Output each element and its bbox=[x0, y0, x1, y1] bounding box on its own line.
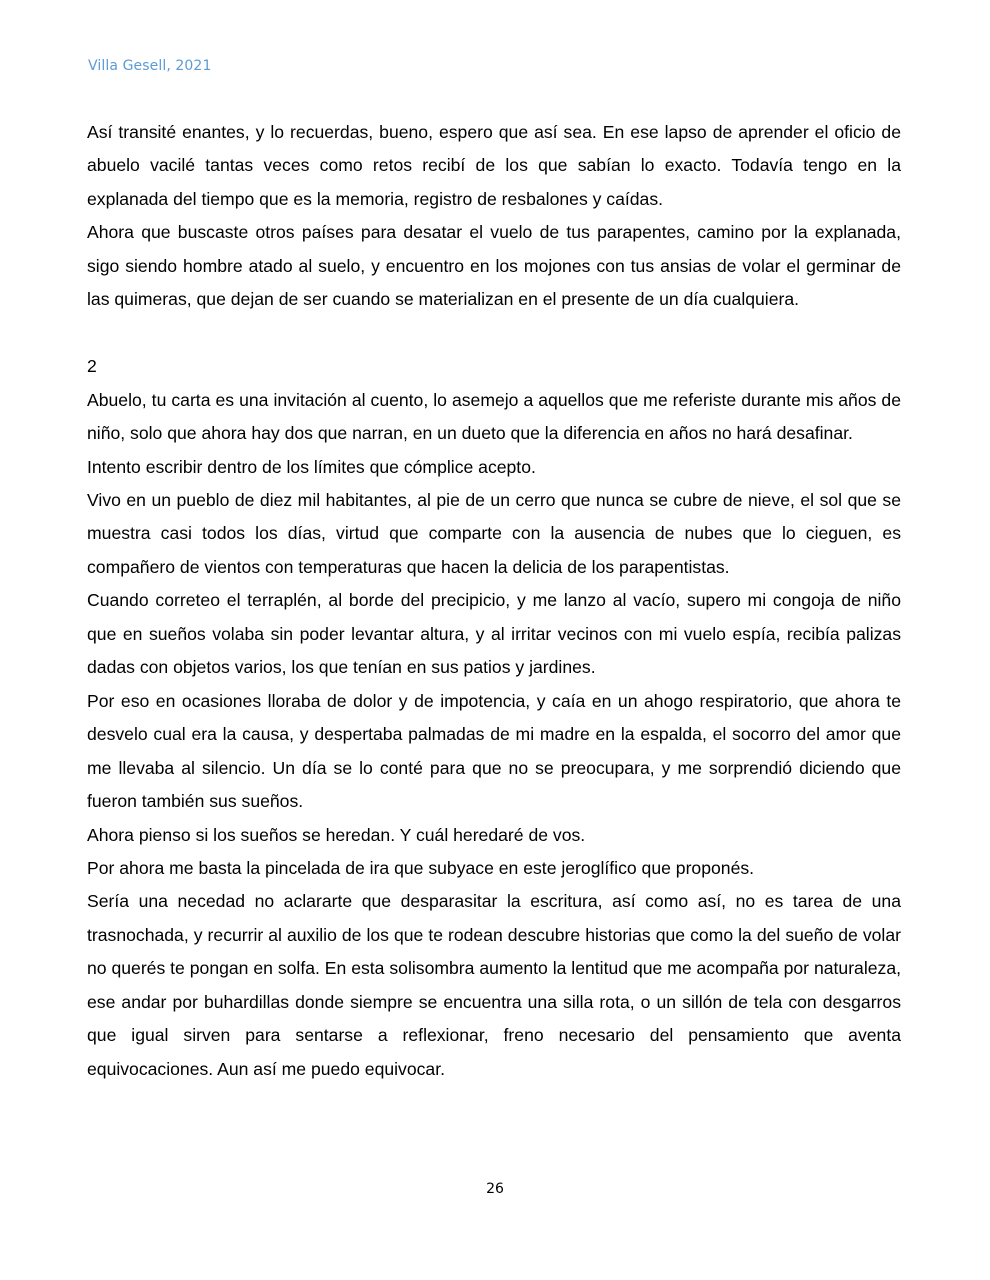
section-number: 2 bbox=[87, 356, 97, 377]
paragraph: Intento escribir dentro de los límites que cómplice acepto. bbox=[87, 456, 536, 477]
paragraph: Por ahora me basta la pincelada de ira que subyace en este jeroglífico que proponés. bbox=[87, 857, 755, 878]
paragraph-spacer bbox=[87, 317, 901, 350]
running-header: Villa Gesell, 2021 bbox=[88, 58, 212, 74]
paragraph: Cuando correteo el terraplén, al borde del precipicio, y me lanzo al vacío, supero mi congoja de niño que en sueños volaba sin poder levantar altura, y al irritar vecinos con mi vuelo espía, recibía palizas dadas con objetos varios, los que tenían en sus patios y jardines. bbox=[87, 590, 901, 678]
body-text bbox=[87, 116, 901, 1086]
page-number: 26 bbox=[486, 1181, 504, 1197]
paragraph: Vivo en un pueblo de diez mil habitantes, al pie de un cerro que nunca se cubre de nieve, el sol que se muestra casi todos los días, virtud que comparte con la ausencia de nubes que lo cieguen, es compañero de vientos con temperaturas que hacen la delicia de los parapentistas. bbox=[87, 489, 901, 577]
paragraph: Sería una necedad no aclararte que desparasitar la escritura, así como así, no es tarea de una trasnochada, y recurrir al auxilio de los que te rodean descubre historias que como la del sueño de volar no querés te pongan en solfa. En esta solisombra aumento la lentitud que me acompaña por naturaleza, ese andar por buhardillas donde siempre se encuentra una silla rota, o un sillón de tela con desgarros que igual sirven para sentarse a reflexionar, freno necesario del pensamiento que aventa equivocaciones. Aun así me puedo equivocar. bbox=[87, 891, 901, 1079]
paragraph: Ahora pienso si los sueños se heredan. Y cuál heredaré de vos. bbox=[87, 824, 586, 845]
paragraph: Por eso en ocasiones lloraba de dolor y de impotencia, y caía en un ahogo respiratorio, que ahora te desvelo cual era la causa, y despertaba palmadas de mi madre en la espalda, el socorro del amor que me llevaba al silencio. Un día se lo conté para que no se preocupara, y me sorprendió diciendo que fueron también sus sueños. bbox=[87, 690, 901, 812]
paragraph: Así transité enantes, y lo recuerdas, bueno, espero que así sea. En ese lapso de aprender el oficio de abuelo vacilé tantas veces como retos recibí de los que sabían lo exacto. Todavía tengo en la explanada del tiempo que es la memoria, registro de resbalones y caídas. bbox=[87, 122, 901, 209]
paragraph: Abuelo, tu carta es una invitación al cuento, lo asemejo a aquellos que me referiste durante mis años de niño, solo que ahora hay dos que narran, en un dueto que la diferencia en años no hará desafinar. bbox=[87, 389, 901, 444]
paragraph: Ahora que buscaste otros países para desatar el vuelo de tus parapentes, camino por la explanada, sigo siendo hombre atado al suelo, y encuentro en los mojones con tus ansias de volar el germinar de las quimeras, que dejan de ser cuando se materializan en el presente de un día cualquiera. bbox=[87, 222, 901, 310]
